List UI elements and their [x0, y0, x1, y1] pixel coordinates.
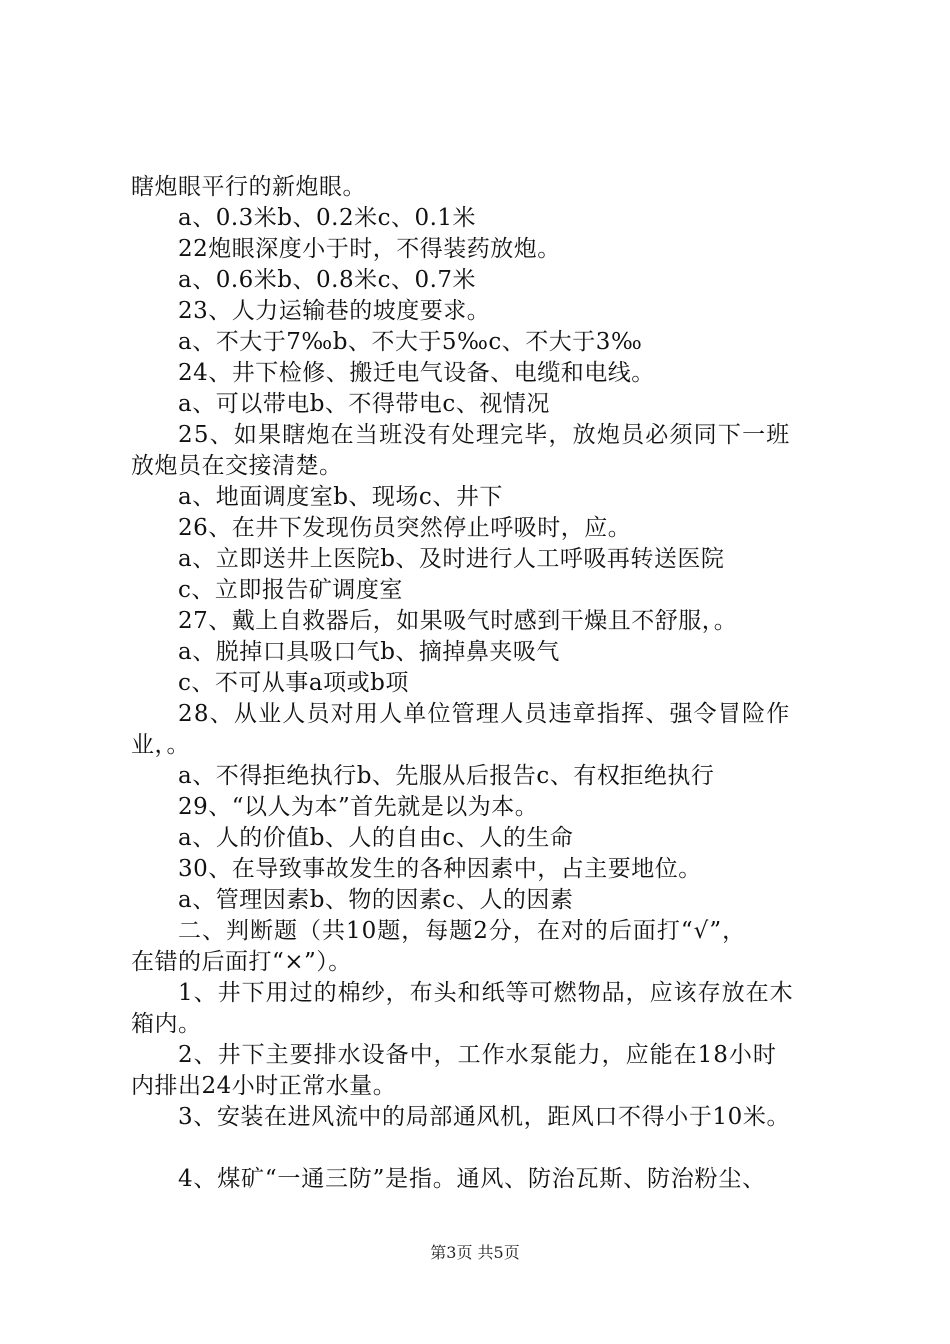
text-line: 25、如果瞎炮在当班没有处理完毕，放炮员必须同下一班	[178, 422, 791, 448]
text-line: 1、井下用过的棉纱，布头和纸等可燃物品，应该存放在木	[178, 980, 794, 1006]
text-line: 3、安装在进风流中的局部通风机，距风口不得小于10米。	[178, 1104, 791, 1130]
text-line: a、地面调度室b、现场c、井下	[178, 484, 503, 510]
text-line: 4、煤矿“一通三防”是指。通风、防治瓦斯、防治粉尘、	[178, 1166, 766, 1192]
text-line: c、不可从事a项或b项	[178, 670, 409, 696]
text-line: a、立即送井上医院b、及时进行人工呼吸再转送医院	[178, 546, 725, 572]
page-number-footer: 第3页 共5页	[430, 1243, 520, 1262]
text-line: a、可以带电b、不得带电c、视情况	[178, 391, 550, 417]
text-line: 内排出24小时正常水量。	[131, 1073, 397, 1099]
text-line: 放炮员在交接清楚。	[131, 453, 343, 479]
text-line: 24、井下检修、搬迁电气设备、电缆和电线。	[178, 360, 655, 386]
text-line: 30、在导致事故发生的各种因素中，占主要地位。	[178, 856, 702, 882]
text-line: a、管理因素b、物的因素c、人的因素	[178, 887, 574, 913]
text-line: a、脱掉口具吸口气b、摘掉鼻夹吸气	[178, 639, 560, 665]
text-line: 箱内。	[131, 1011, 202, 1037]
text-line: 29、“以人为本”首先就是以为本。	[178, 794, 539, 820]
text-line: 业，。	[131, 732, 190, 758]
text-line: a、不得拒绝执行b、先服从后报告c、有权拒绝执行	[178, 763, 715, 789]
text-line: 在错的后面打“×”）。	[131, 949, 352, 975]
text-line: 瞎炮眼平行的新炮眼。	[131, 174, 366, 200]
text-line: 二、判断题（共10题，每题2分，在对的后面打“√”，	[178, 918, 747, 944]
text-line: 28、从业人员对用人单位管理人员违章指挥、强令冒险作	[178, 701, 791, 727]
text-line: 2、井下主要排水设备中，工作水泵能力，应能在18小时	[178, 1042, 777, 1068]
text-line: 27、戴上自救器后，如果吸气时感到干燥且不舒服，。	[178, 608, 738, 634]
text-line: a、0.6米b、0.8米c、0.7米	[178, 267, 477, 293]
text-line: a、人的价值b、人的自由c、人的生命	[178, 825, 574, 851]
text-line: 23、人力运输巷的坡度要求。	[178, 298, 491, 324]
text-line: 22炮眼深度小于时，不得装药放炮。	[178, 236, 561, 262]
text-line: a、不大于7‰b、不大于5‰c、不大于3‰	[178, 329, 643, 355]
text-line: c、立即报告矿调度室	[178, 577, 403, 603]
text-line: a、0.3米b、0.2米c、0.1米	[178, 205, 477, 231]
text-line: 26、在井下发现伤员突然停止呼吸时，应。	[178, 515, 632, 541]
